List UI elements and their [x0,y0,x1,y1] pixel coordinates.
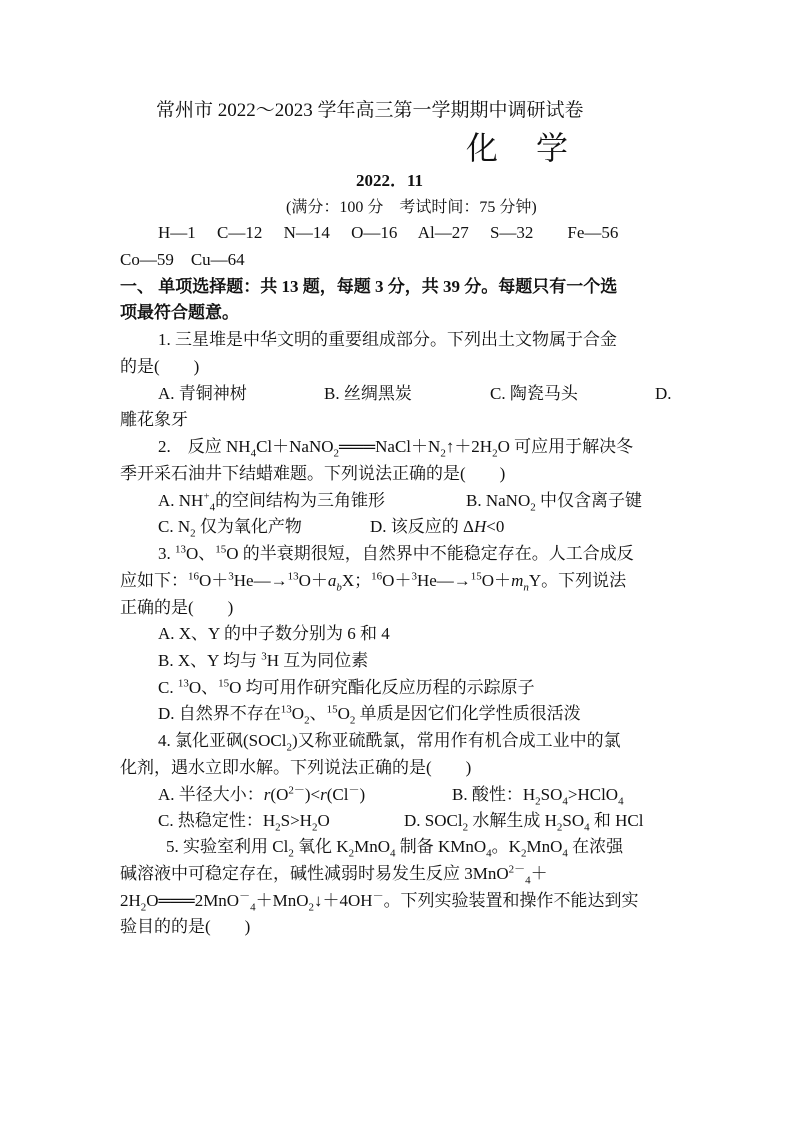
q5-stem-line4: 验目的的是( ) [120,917,251,936]
q1-option-a: A. 青铜神树 [158,384,247,403]
q4-option-b: B. 酸性：$H_2SO_4>HClO_4$ [452,785,624,808]
q2-stem-line2: 季开采石油井下结蜡难题。下列说法正确的是( ) [120,464,506,483]
q3-stem-line2: 应如下：$^{16}O+^3He―\to^{13}O+a_bX$；$^{16}O+^3He―\to^{15}O+m_nY$。下列说法 [120,570,627,594]
q2-option-b: B. NaNO$_2$ 中仅含离子键 [466,491,642,514]
q2-option-d: D. 该反应的 ΔH<0 [370,517,505,536]
q2-stem-line1: 2. 反应 $NH_4Cl+NaNO_2═══NaCl+N_2↑+2H_2O$ 可应用于解决冬 [158,437,634,460]
exam-title: 常州市 2022～2023 学年高三第一学期期中调研试卷 [156,100,584,121]
q2-option-a: A. $NH^+_4$的空间结构为三角锥形 [158,490,386,514]
q4-stem-line2: 化剂，遇水立即水解。下列说法正确的是( ) [120,758,472,777]
q5-stem-line3: $2H_2O═══2MnO^-_4+MnO_2↓+4OH^-$。下列实验装置和操作不能达到实 [120,890,639,914]
q4-stem-line1: 4. 氯化亚砜(SOCl$_2$)又称亚硫酰氯，常用作有机合成工业中的氯 [158,731,621,754]
atomic-masses-line2: Co—59 Cu—64 [120,250,245,269]
q1-option-b: B. 丝绸黑炭 [324,384,412,403]
q1-option-d-label: D. [655,384,672,403]
exam-date: 2022．11 [356,171,424,190]
q2-option-c: C. $N_2$ 仅为氧化产物 [158,517,302,540]
q4-option-d: D. SOCl$_2$ 水解生成 $H_2SO_4$ 和 HCl [404,811,644,834]
section-heading-line2: 项最符合题意。 [120,303,239,322]
score-info: (满分：100 分 考试时间：75 分钟) [286,199,537,216]
q3-option-d: D. 自然界不存在$^{13}O_2$、$^{15}O_2$ 单质是因它们化学性质很活泼 [158,703,581,727]
q3-option-b: B. X、Y 均与 $^3$H 互为同位素 [158,650,369,670]
q1-stem-line1: 1. 三星堆是中华文明的重要组成部分。下列出土文物属于合金 [158,330,617,349]
q1-option-c: C. 陶瓷马头 [490,384,578,403]
section-heading-line1: 一、 单项选择题：共 13 题，每题 3 分，共 39 分。每题只有一个选 [120,277,618,296]
q3-option-a: A. X、Y 的中子数分别为 6 和 4 [158,624,390,643]
q5-stem-line1: 5. 实验室利用 $Cl_2$ 氧化 $K_2MnO_4$ 制备 KMnO$_4$。$K_2MnO_4$ 在浓强 [166,837,624,860]
q4-option-a: A. 半径大小：$r(O^{2-})<r(Cl^-)$ [158,784,366,804]
q1-option-d-text: 雕花象牙 [120,410,188,429]
q4-option-c: C. 热稳定性：$H_2S>H_2O$ [158,811,330,834]
subject-title: 化学 [466,130,607,166]
atomic-masses-line1: H—1 C—12 N—14 O—16 Al—27 S—32 Fe—56 [158,223,619,242]
q3-option-c: C. $^{13}$O、$^{15}$O 均可用作研究酯化反应历程的示踪原子 [158,677,535,697]
q5-stem-line2: 碱溶液中可稳定存在，碱性减弱时易发生反应 3MnO$^{2-}_4$＋ [120,863,548,887]
q3-stem-line1: 3. $^{13}$O、$^{15}$O 的半衰期很短，自然界中不能稳定存在。人工合成反 [158,543,634,563]
q1-stem-line2: 的是( ) [120,357,200,376]
q3-stem-line3: 正确的是( ) [120,598,234,617]
